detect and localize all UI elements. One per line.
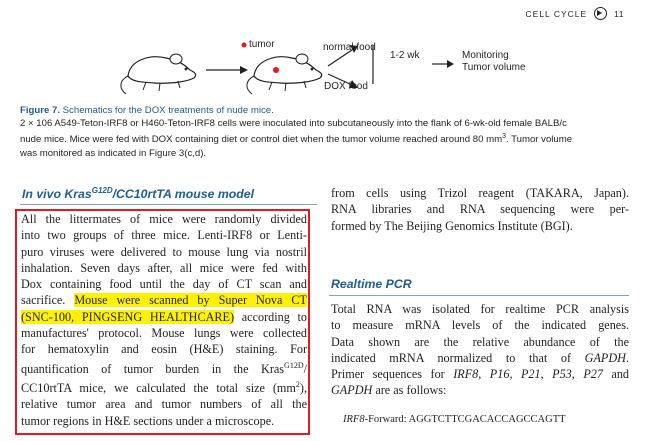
heading-prefix: In vivo Kras <box>22 187 92 202</box>
superscript: G12D <box>284 360 304 370</box>
normal-food-label: normal food <box>323 42 376 53</box>
body-line-post: / <box>303 361 307 376</box>
body-line-post: are as follows: <box>372 383 447 398</box>
body-line: from cells using Trizol reagent (TAKARA, Japan). <box>331 186 629 200</box>
caption-superscript: 3 <box>502 133 506 141</box>
body-line: inhalation. Seven days after, all mice were fed with <box>21 260 307 275</box>
body-line-pre: indicated mRNA normalized to that of <box>331 350 585 365</box>
primer-gene: IRF8 <box>343 414 365 425</box>
figure-title <box>20 104 630 117</box>
gene-name: IRF8 <box>453 367 479 382</box>
tumor-legend-dot-icon <box>242 43 247 48</box>
caption-line-2 <box>20 130 630 146</box>
tumor-volume-label: Tumor volume <box>462 62 526 73</box>
body-line: formed by The Beijing Genomics Institute (BGI). <box>331 218 573 233</box>
body-line-pre: Primer sequences for <box>331 367 454 382</box>
figure-label: Figure 7. <box>20 105 60 116</box>
gene-name: P16 <box>489 367 510 382</box>
body-line: Total RNA was isolated for realtime PCR analysis <box>331 302 629 316</box>
gene-name: GAPDH <box>331 383 373 398</box>
section-1-rule <box>20 204 317 205</box>
body-line: to measure mRNA levels of the indicated genes. <box>331 318 629 333</box>
body-line: manufactures' protocol. Mouse lungs were collected <box>21 326 307 341</box>
highlighted-text: (SNC-100, PINGSENG HEALTHCARE) <box>21 309 235 324</box>
figure-7-schematic <box>120 30 540 100</box>
caption-line-2-text: nude mice. Mice were fed with DOX containing diet or control diet when the tumor volume reached around 80 mm <box>20 134 503 146</box>
body-line: Data shown are the relative abundance of the <box>331 334 629 349</box>
section-heading-realtime-pcr: Realtime PCR <box>331 277 412 291</box>
duration-label: 1-2 wk <box>390 50 420 61</box>
body-line-pre: CC10rtTA mice, we calculated the total size (mm <box>21 381 296 396</box>
body-line-pre: quantification of tumor burden in the Kras <box>21 361 285 376</box>
body-line: RNA libraries and RNA sequencing were per- <box>331 202 629 217</box>
journal-section-label: CELL CYCLE <box>525 8 588 19</box>
body-line <box>331 350 629 366</box>
primer-label: -Forward: <box>364 414 409 425</box>
section-heading-in-vivo <box>22 186 254 201</box>
body-line-post: and <box>602 367 630 382</box>
body-line <box>331 382 629 398</box>
body-line-post: ), <box>299 381 307 396</box>
caption-line-3: was monitored as indicated in Figure 3(c,d). <box>20 147 207 159</box>
dox-food-label: DOX food <box>324 81 368 92</box>
body-line <box>21 292 307 308</box>
gene-name: GAPDH <box>584 350 626 365</box>
body-line <box>21 358 307 377</box>
gene-name: P21 <box>520 367 541 382</box>
body-line: Primer sequences for IRF8, P16, P21, P53, P27 and <box>331 367 630 382</box>
body-line-post: . <box>625 350 629 365</box>
body-line: into two groups of three mice. Lenti-IRF8 or Lenti- <box>21 228 307 243</box>
body-line: for hematoxylin and eosin (H&E) staining. For <box>21 342 307 357</box>
body-line <box>21 309 307 325</box>
highlighted-text: Mouse were scanned by Super Nova CT <box>74 293 307 308</box>
monitoring-label: Monitoring <box>462 50 509 61</box>
body-line: relative tumor area and tumor numbers of all the <box>21 397 307 412</box>
body-line-post: according to <box>234 309 307 324</box>
superscript: 2 <box>295 380 300 390</box>
mouse-1-icon <box>121 54 196 94</box>
body-line: All the littermates of mice were randomly divided <box>21 212 307 226</box>
tumor-dot-icon <box>273 67 279 73</box>
primer-sequence <box>343 414 566 425</box>
section-1-body <box>21 211 307 429</box>
figure-caption <box>20 104 630 160</box>
heading-suffix: /CC10rtTA mouse model <box>112 187 255 202</box>
gene-name: P27 <box>583 367 603 382</box>
body-line-pre: sacrifice. <box>21 293 75 308</box>
body-line <box>21 377 307 396</box>
section-2-body <box>331 301 629 399</box>
primer-seq: AGGTCTTCGACACCAGCCAGTT <box>408 414 566 425</box>
figure-title-text: Schematics for the DOX treatments of nude mice. <box>62 105 274 116</box>
section-2-rule <box>329 295 629 296</box>
heading-superscript: G12D <box>91 186 113 195</box>
body-line: puro viruses were delivered to mouse lung via nostril <box>21 244 307 259</box>
caption-line-1: 2 × 106 A549-Teton-IRF8 or H460-Teton-IRF8 cells were inoculated into subcutaneously into the flank of 6-wk-old female BALB/c <box>20 118 567 130</box>
running-header <box>526 7 624 20</box>
gene-name: P53 <box>552 367 572 382</box>
right-column-top <box>331 185 629 234</box>
mouse-2-icon <box>247 54 322 94</box>
tumor-label: tumor <box>249 39 275 50</box>
journal-logo-icon <box>594 7 607 20</box>
body-line: tumor regions in H&E sections under a microscope. <box>21 413 275 428</box>
body-line: Dox containing food until the day of CT scan and <box>21 277 307 292</box>
page-number: 11 <box>614 8 624 19</box>
caption-line-2-tail: . Tumor volume <box>505 134 573 146</box>
